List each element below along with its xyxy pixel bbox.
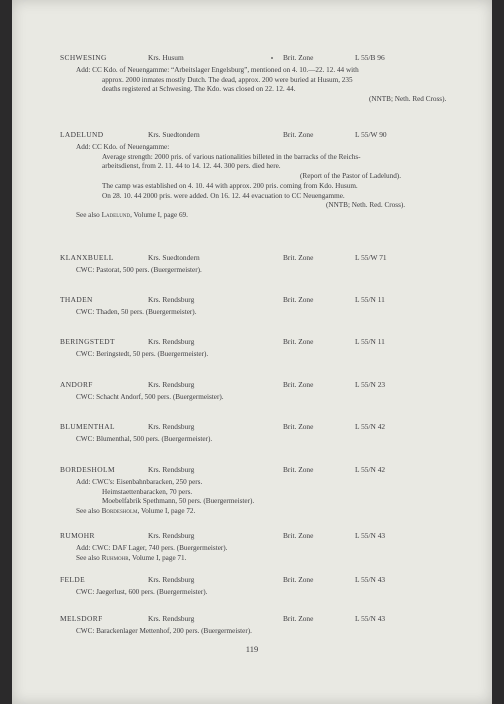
map-reference: L 55/N 43 [355, 575, 386, 584]
entry [12, 337, 492, 358]
zone: Brit. Zone [283, 614, 314, 623]
entry-text-line: On 28. 10. 44 2000 pris. were added. On 16. 12. 44 evacuation to CC Neuengamme. [102, 191, 345, 200]
entry-header [12, 253, 492, 263]
entry-header [12, 531, 492, 541]
entry-text-line: Heimstaettenbaracken, 70 pers. [102, 487, 193, 496]
entry-text-line: CWC: Thaden, 50 pers. (Buergermeister). [76, 308, 197, 316]
entry-text-line: (Report of the Pastor of Ladelund). [300, 172, 401, 181]
zone: Brit. Zone [283, 253, 314, 262]
entry-text-line: Moebelfabrik Spethmann, 50 pers. (Buergermeister). [102, 497, 255, 506]
place-name: ANDORF [60, 380, 93, 389]
entry [12, 253, 492, 274]
zone: Brit. Zone [283, 295, 314, 304]
district: Krs. Rendsburg [148, 380, 195, 389]
place-name: KLANXBUELL [60, 253, 114, 262]
entry-text-line: (NNTB; Neth. Red. Cross). [326, 201, 406, 210]
entry-text-line: deaths registered at Schwesing. The Kdo. was closed on 22. 12. 44. [102, 85, 296, 94]
entry-header [12, 337, 492, 347]
entry-text-line: (NNTB; Neth. Red Cross). [369, 95, 447, 104]
district: Krs. Suedtondern [148, 253, 200, 262]
place-name: LADELUND [60, 130, 104, 139]
entry-text-line: CWC: Barackenlager Mettenhof, 200 pers. (Buergermeister). [76, 627, 252, 635]
entry [12, 422, 492, 443]
cross-reference-place: Bordesholm [101, 507, 138, 516]
district: Krs. Rendsburg [148, 614, 195, 623]
entry-header [12, 380, 492, 390]
entry-header [12, 130, 492, 140]
district: Krs. Rendsburg [148, 465, 195, 474]
entry-text-line: The camp was established on 4. 10. 44 with approx. 200 pris. coming from Kdo. Husum. [102, 181, 358, 190]
entry-text-line: Add: CWC's: Eisenbahnbaracken, 250 pers. [76, 478, 203, 486]
entry-header [12, 422, 492, 432]
see-also-prefix: See also [76, 210, 102, 219]
entry-header [12, 575, 492, 585]
entry [12, 295, 492, 316]
zone: Brit. Zone [283, 575, 314, 584]
district: Krs. Rendsburg [148, 422, 195, 431]
entry [12, 380, 492, 401]
entry-header [12, 465, 492, 475]
place-name: MELSDORF [60, 614, 103, 623]
entry-text-line: Add: CWC: DAF Lager, 740 pers. (Buergermeister). [76, 544, 228, 552]
district: Krs. Rendsburg [148, 295, 195, 304]
page-number: 119 [245, 644, 259, 654]
entry-text-line: CWC: Schacht Andorf, 500 pers. (Buergermeister). [76, 393, 224, 401]
map-reference: L 55/N 42 [355, 465, 386, 474]
map-reference: L 55/N 11 [355, 295, 385, 304]
place-name: THADEN [60, 295, 93, 304]
entry-header [12, 295, 492, 305]
entry-text-line [76, 507, 195, 516]
map-reference: L 55/N 43 [355, 614, 386, 623]
district: Krs. Rendsburg [148, 575, 195, 584]
entry-text-line: CWC: Jaegerlust, 600 pers. (Buergermeister). [76, 588, 208, 596]
entry-text-line: Add: CC Kdo. of Neuengamme: “Arbeitslager Engelsburg”, mentioned on 4. 10.—22. 12. 44 with [76, 66, 359, 74]
entry [12, 614, 492, 635]
see-also-prefix: See also [76, 507, 102, 516]
zone: Brit. Zone [283, 130, 314, 139]
cross-reference-volume: , Volume I, page 69. [130, 210, 188, 219]
map-reference: L 55/B 96 [355, 53, 385, 62]
zone: Brit. Zone [283, 422, 314, 431]
entry-text-line: CWC: Beringstedt, 50 pers. (Buergermeister). [76, 350, 209, 358]
entry-text-line: arbeitsdienst, from 2. 11. 44 to 14. 12. 44. 300 pers. died here. [102, 162, 281, 171]
district: Krs. Rendsburg [148, 531, 195, 540]
place-name: BORDESHOLM [60, 465, 115, 474]
map-reference: L 55/N 11 [355, 337, 385, 346]
entry-text-line: CWC: Pastorat, 500 pers. (Buergermeister). [76, 266, 202, 274]
district: Krs. Husum [148, 53, 184, 62]
entry [12, 465, 492, 516]
zone: Brit. Zone [283, 337, 314, 346]
map-reference: L 55/W 90 [355, 130, 387, 139]
map-reference: L 55/N 43 [355, 531, 386, 540]
cross-reference-place: Ruhmohr [101, 553, 129, 562]
entry [12, 531, 492, 562]
place-name: FELDE [60, 575, 85, 584]
map-reference: L 55/N 23 [355, 380, 386, 389]
see-also-prefix: See also [76, 553, 102, 562]
place-name: BERINGSTEDT [60, 337, 115, 346]
cross-reference-place: Ladelund [101, 210, 131, 219]
place-name: BLUMENTHAL [60, 422, 115, 431]
entry [12, 130, 492, 219]
entry-text-line [76, 554, 186, 563]
entry-text-line [76, 211, 188, 220]
cross-reference-volume: , Volume I, page 72. [137, 507, 196, 516]
zone: Brit. Zone [283, 53, 314, 62]
district: Krs. Rendsburg [148, 337, 195, 346]
book-page [12, 0, 492, 704]
place-name: RUMOHR [60, 531, 95, 540]
zone: Brit. Zone [283, 531, 314, 540]
entry [12, 575, 492, 596]
zone: Brit. Zone [283, 465, 314, 474]
entry-text-line: Add: CC Kdo. of Neuengamme: [76, 143, 170, 151]
place-name: SCHWESING [60, 53, 107, 62]
map-reference: L 55/N 42 [355, 422, 386, 431]
entry-header [12, 614, 492, 624]
entry-header [12, 53, 492, 63]
entry-text-line: Average strength: 2000 pris. of various nationalities billeted in the barracks of the Reichs- [102, 152, 361, 161]
entry-text-line: CWC: Blumenthal, 500 pers. (Buergermeister). [76, 435, 213, 443]
map-reference: L 55/W 71 [355, 253, 387, 262]
district: Krs. Suedtondern [148, 130, 200, 139]
entry-text-line: approx. 2000 inmates mostly Dutch. The dead, approx. 200 were buried at Husum, 235 [102, 75, 353, 84]
cross-reference-volume: , Volume I, page 71. [128, 553, 187, 562]
entry [12, 53, 492, 104]
zone: Brit. Zone [283, 380, 314, 389]
